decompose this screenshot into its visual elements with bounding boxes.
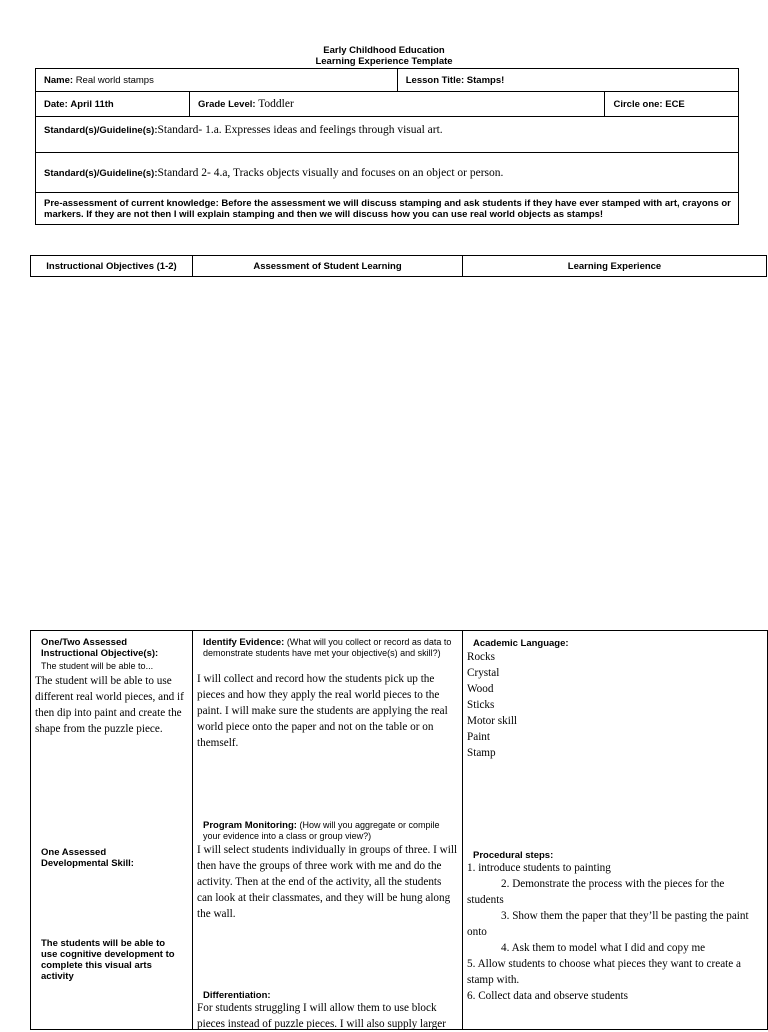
objectives-header-table (30, 255, 767, 277)
lesson-title-label: Lesson Title: (405, 74, 465, 86)
objectives-column (30, 630, 193, 1030)
circle-label: Circle one: (613, 98, 663, 110)
academic-language-title: Academic Language: (473, 638, 569, 649)
name-cell (36, 69, 398, 92)
differentiation-text: For students struggling I will allow them to use block pieces instead of puzzle pieces. I will also supply larger (197, 1002, 446, 1030)
lesson-title-cell (397, 69, 738, 92)
objectives-sub: The student will be able to... (41, 661, 154, 671)
academic-word: Sticks (467, 699, 495, 711)
standard1-label: Standard(s)/Guideline(s): (44, 125, 158, 136)
monitoring-text: I will select students individually in groups of three. I will then have the groups of three work with me and do the activity. Then at the end of the activity, all the students can look at their classmates, and they will be hung along the wall. (197, 844, 458, 920)
academic-word: Paint (467, 731, 490, 743)
objectives-text: The student will be able to use different real world pieces, and if then dip into paint and create the shape from the puzzle piece. (35, 675, 184, 735)
date-value: April 11th (70, 98, 114, 110)
procedural-steps-list (467, 860, 759, 1004)
col-instructional-objectives: Instructional Objectives (1-2) (31, 256, 193, 277)
monitoring-sub: (How will you aggregate or compile your evidence into a class or group view?) (203, 820, 440, 841)
grade-value: Toddler (258, 98, 294, 110)
academic-word: Motor skill (467, 715, 518, 727)
step-item: 4. Ask them to model what I did and copy me (501, 942, 706, 954)
academic-word: Stamp (467, 747, 496, 759)
step-item: 3. Show them the paper that they’ll be pasting the paint onto (467, 910, 749, 938)
dev-skill-title: One Assessed Developmental Skill: (41, 847, 134, 869)
academic-word: Rocks (467, 651, 495, 663)
info-table (35, 68, 739, 225)
academic-word: Wood (467, 683, 494, 695)
preassessment-cell: Pre-assessment of current knowledge: Before the assessment we will discuss stamping and ask students if they have ever stamped with art, crayons or markers. If they are not then I will explain stamping and then we will discuss how you can use real world objects as stamps! (36, 193, 739, 225)
doc-title: Early Childhood Education (323, 45, 445, 56)
col-learning-experience: Learning Experience (463, 256, 767, 277)
standard1-text: Standard- 1.a. Expresses ideas and feelings through visual art. (157, 124, 443, 136)
monitoring-title: Program Monitoring: (203, 820, 297, 831)
step-item: 6. Collect data and observe students (467, 990, 628, 1002)
dev-skill-text: The students will be able to use cognitive development to complete this visual arts activity (41, 938, 175, 982)
evidence-sub: (What will you collect or record as data to demonstrate students have met your objective(s) and skill?) (203, 637, 452, 658)
doc-subtitle: Learning Experience Template (315, 56, 453, 67)
differentiation-title: Differentiation: (203, 990, 271, 1001)
academic-word-list (467, 649, 757, 761)
academic-word: Crystal (467, 667, 500, 679)
standard2-label: Standard(s)/Guideline(s): (44, 167, 158, 179)
procedural-steps-title: Procedural steps: (473, 850, 554, 861)
step-item: 1. introduce students to painting (467, 862, 611, 874)
name-label: Name: (44, 74, 74, 86)
assessment-column (192, 630, 463, 1030)
evidence-block (203, 637, 453, 659)
step-item: 5. Allow students to choose what pieces they want to create a stamp with. (467, 958, 742, 986)
grade-cell (190, 92, 605, 117)
objectives-title: One/Two Assessed Instructional Objective(s): (41, 637, 159, 659)
grade-label: Grade Level: (198, 99, 256, 110)
monitoring-block (203, 820, 453, 842)
lesson-title-value: Stamps! (466, 74, 505, 86)
date-label: Date: (44, 98, 68, 110)
evidence-title: Identify Evidence: (203, 637, 285, 648)
evidence-text: I will collect and record how the students pick up the pieces and how they apply the real world pieces to the paint. I will make sure the students are applying the real world piece onto the paper and not on the table or on themself. (197, 673, 448, 749)
circle-cell (605, 92, 739, 117)
step-item: 2. Demonstrate the process with the pieces for the students (467, 878, 725, 906)
standard2-cell (36, 153, 739, 193)
date-cell (36, 92, 190, 117)
learning-experience-column (462, 630, 768, 1030)
name-value: Real world stamps (75, 74, 154, 86)
col-assessment: Assessment of Student Learning (193, 256, 463, 277)
standard1-cell (36, 117, 739, 153)
standard2-text: Standard 2- 4.a, Tracks objects visually and focuses on an object or person. (157, 166, 504, 179)
circle-value: ECE (665, 98, 685, 110)
